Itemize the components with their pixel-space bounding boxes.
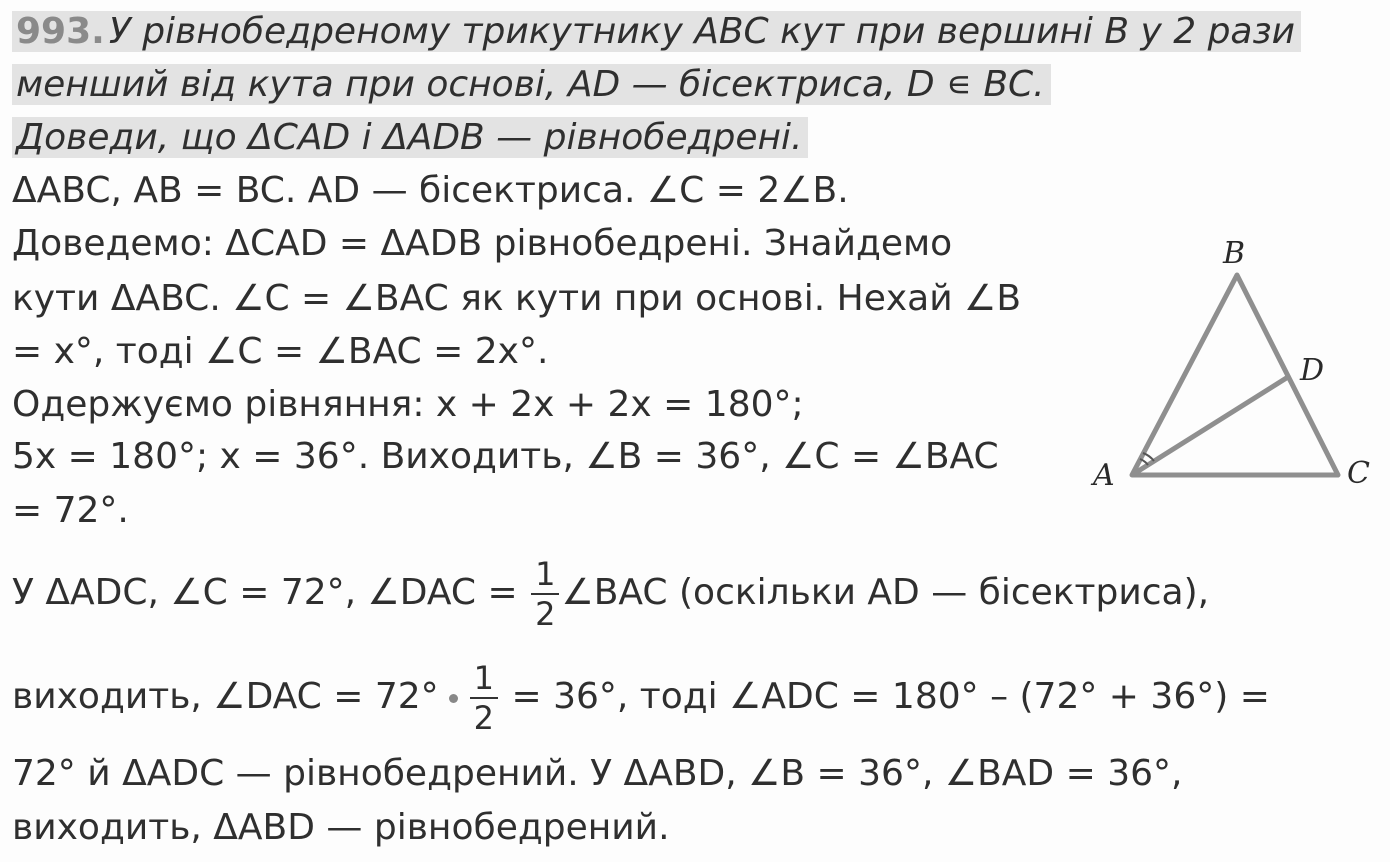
triangle-figure	[1085, 225, 1385, 495]
angle-mark-outer	[1143, 453, 1154, 461]
solution-line-7: = 72°.	[12, 490, 129, 531]
solution-line-8-end: ∠BAC (оскільки AD — бісектриса),	[561, 572, 1210, 613]
multiplication-dot	[449, 694, 458, 703]
vertex-label-b: B	[1223, 236, 1246, 271]
task-text-1: У рівнобедреному трикутнику ABC кут при вершині B у 2 рази	[108, 11, 1296, 52]
solution-line-9-start: виходить, ∠DAC = 72°	[12, 676, 439, 717]
solution-line-8	[12, 548, 1209, 638]
solution-line-11: виходить, ΔABD — рівнобедрений.	[12, 807, 670, 848]
solution-line-2: Доведемо: ΔCAD = ΔADB рівнобедрені. Знайдемо	[12, 223, 953, 264]
solution-line-4: = x°, тоді ∠C = ∠BAC = 2x°.	[12, 331, 549, 372]
task-number: 993.	[16, 11, 105, 52]
fraction-numerator: 1	[531, 555, 559, 595]
solution-line-9	[12, 652, 1270, 742]
fraction-numerator-2: 1	[470, 659, 498, 699]
solution-line-6: 5x = 180°; x = 36°. Виходить, ∠B = 36°, ∠C = ∠BAC	[12, 436, 999, 477]
vertex-label-c: C	[1347, 456, 1370, 491]
fraction-half	[531, 555, 559, 633]
fraction-denominator-2: 2	[473, 699, 495, 737]
solution-line-1: ΔABC, AB = BC. AD — бісектриса. ∠C = 2∠B.	[12, 170, 849, 211]
vertex-label-a: A	[1093, 458, 1115, 493]
point-label-d: D	[1300, 353, 1325, 388]
fraction-half-2	[470, 659, 498, 737]
task-line-3	[12, 116, 808, 160]
task-text-3: Доведи, що ΔCAD і ΔADB — рівнобедрені.	[12, 117, 808, 158]
solution-line-3: кути ΔABC. ∠C = ∠BAC як кути при основі. Нехай ∠B	[12, 278, 1022, 319]
task-line-2	[12, 63, 1051, 107]
solution-line-8-start: У ΔADC, ∠C = 72°, ∠DAC =	[12, 572, 518, 613]
task-text-2: менший від кута при основі, AD — бісектриса, D ∊ BC.	[12, 64, 1051, 105]
task-line-1	[12, 10, 1301, 54]
solution-line-9-end: = 36°, тоді ∠ADC = 180° – (72° + 36°) =	[511, 676, 1270, 717]
solution-line-5: Одержуємо рівняння: x + 2x + 2x = 180°;	[12, 384, 804, 425]
solution-line-10: 72° й ΔADC — рівнобедрений. У ΔABD, ∠B = 36°, ∠BAD = 36°,	[12, 753, 1183, 794]
fraction-denominator: 2	[535, 595, 556, 633]
